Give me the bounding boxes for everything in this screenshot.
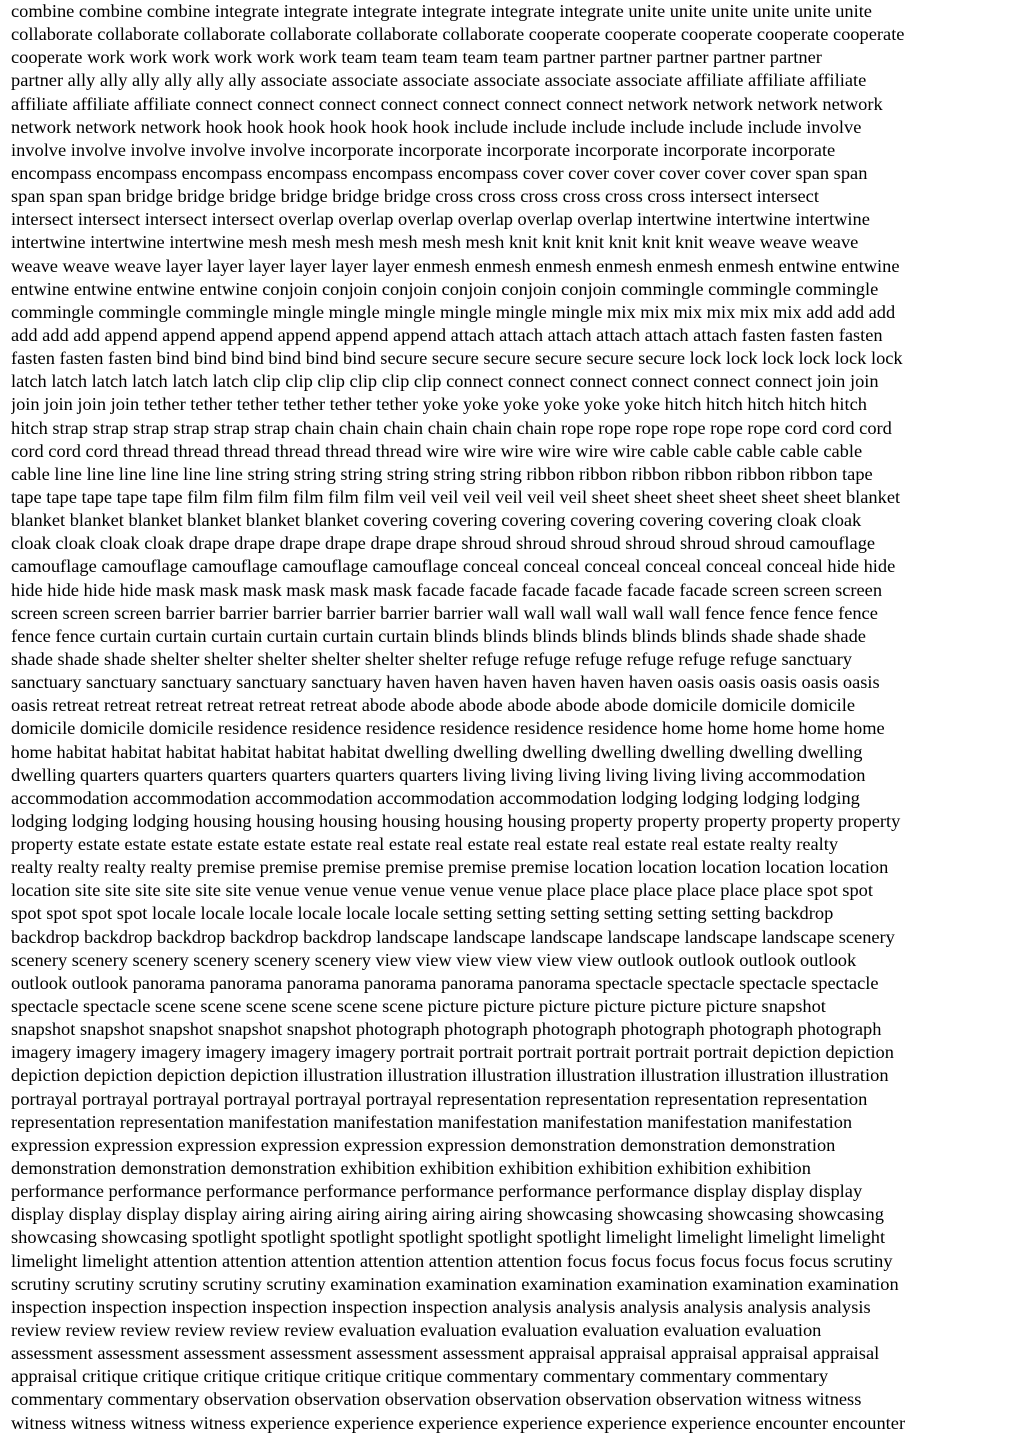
text-line: network network network hook hook hook hook hook hook include include include include include include involve — [11, 116, 862, 137]
text-line: showcasing showcasing spotlight spotlight spotlight spotlight spotlight spotlight limelight limelight limelight limelight — [11, 1227, 886, 1248]
text-line: join join join join tether tether tether tether tether tether yoke yoke yoke yoke yoke yoke hitch hitch hitch hitch hitch — [11, 394, 867, 415]
text-line: accommodation accommodation accommodation accommodation accommodation lodging lodging lodging lodging — [11, 787, 860, 808]
text-line: sanctuary sanctuary sanctuary sanctuary sanctuary haven haven haven haven haven haven oasis oasis oasis oasis oasis — [11, 672, 880, 693]
text-line: demonstration demonstration demonstration exhibition exhibition exhibition exhibition exhibition exhibition — [11, 1158, 811, 1179]
text-line: display display display display airing airing airing airing airing airing showcasing showcasing showcasing showcasing — [11, 1204, 884, 1225]
text-line: scrutiny scrutiny scrutiny scrutiny scrutiny examination examination examination examination examination examination — [11, 1273, 899, 1294]
text-line: weave weave weave layer layer layer layer layer layer enmesh enmesh enmesh enmesh enmesh enmesh entwine entwine — [11, 255, 900, 276]
text-line: expression expression expression expression expression expression demonstration demonstration demonstration — [11, 1134, 836, 1155]
text-line: intertwine intertwine intertwine mesh mesh mesh mesh mesh mesh knit knit knit knit knit knit weave weave weave — [11, 232, 859, 253]
text-line: intersect intersect intersect intersect overlap overlap overlap overlap overlap overlap intertwine intertwine intertwine — [11, 209, 870, 230]
text-line: involve involve involve involve involve incorporate incorporate incorporate incorporate incorporate incorporate — [11, 139, 836, 160]
text-line: span span span bridge bridge bridge bridge bridge bridge cross cross cross cross cross cross intersect intersect — [11, 186, 819, 207]
text-line: collaborate collaborate collaborate collaborate collaborate collaborate cooperate cooperate cooperate cooperate cooperate — [11, 24, 905, 45]
text-line: latch latch latch latch latch latch clip clip clip clip clip clip connect connect connect connect connect connect join join — [11, 371, 879, 392]
text-line: add add add append append append append append append attach attach attach attach attach attach fasten fasten fasten — [11, 324, 883, 345]
text-line: oasis retreat retreat retreat retreat retreat retreat abode abode abode abode abode abode domicile domicile domicile — [11, 695, 855, 716]
text-line: fence fence curtain curtain curtain curtain curtain curtain blinds blinds blinds blinds blinds blinds shade shade shade — [11, 625, 866, 646]
text-line: home habitat habitat habitat habitat habitat habitat dwelling dwelling dwelling dwelling dwelling dwelling dwelling — [11, 741, 863, 762]
text-line: lodging lodging lodging housing housing housing housing housing housing property property property property property — [11, 810, 901, 831]
text-line: cloak cloak cloak cloak drape drape drape drape drape drape shroud shroud shroud shroud shroud shroud camouflage — [11, 533, 876, 554]
text-line: tape tape tape tape tape film film film film film film veil veil veil veil veil veil sheet sheet sheet sheet sheet sheet blanket — [11, 486, 901, 507]
text-line: commingle commingle commingle mingle mingle mingle mingle mingle mingle mix mix mix mix mix mix add add add — [11, 301, 896, 322]
text-line: assessment assessment assessment assessment assessment assessment appraisal appraisal appraisal appraisal appraisal — [11, 1343, 880, 1364]
text-line: cooperate work work work work work work team team team team team partner partner partner partner partner — [11, 47, 822, 68]
text-line: camouflage camouflage camouflage camouflage camouflage conceal conceal conceal conceal conceal conceal hide hide — [11, 556, 896, 577]
text-line: cord cord cord thread thread thread thread thread thread wire wire wire wire wire wire cable cable cable cable cable — [11, 440, 863, 461]
text-line: limelight limelight attention attention attention attention attention attention focus focus focus focus focus focus scrutiny — [11, 1250, 893, 1271]
text-line: review review review review review review evaluation evaluation evaluation evaluation evaluation evaluation — [11, 1320, 822, 1341]
text-line: realty realty realty realty premise premise premise premise premise premise location location location location location — [11, 857, 889, 878]
text-line: fasten fasten fasten bind bind bind bind bind bind secure secure secure secure secure secure lock lock lock lock lock lock — [11, 348, 903, 369]
text-line: representation representation manifestation manifestation manifestation manifestation manifestation manifestation — [11, 1111, 853, 1132]
text-line: scenery scenery scenery scenery scenery scenery view view view view view view outlook outlook outlook outlook — [11, 949, 857, 970]
text-line: backdrop backdrop backdrop backdrop backdrop landscape landscape landscape landscape landscape landscape scenery — [11, 926, 895, 947]
text-line: imagery imagery imagery imagery imagery imagery portrait portrait portrait portrait portrait portrait depiction depiction — [11, 1042, 894, 1063]
text-line: dwelling quarters quarters quarters quarters quarters quarters living living living living living living accommodation — [11, 764, 866, 785]
text-line: inspection inspection inspection inspection inspection inspection analysis analysis analysis analysis analysis analysis — [11, 1296, 871, 1317]
text-line: shade shade shade shelter shelter shelter shelter shelter shelter refuge refuge refuge refuge refuge refuge sanctuary — [11, 648, 852, 669]
text-line: partner ally ally ally ally ally ally associate associate associate associate associate associate affiliate affiliate affiliate — [11, 70, 867, 91]
text-line: property estate estate estate estate estate estate real estate real estate real estate real estate real estate realty realty — [11, 834, 839, 855]
text-line: combine combine combine integrate integrate integrate integrate integrate integrate unite unite unite unite unite unite — [11, 1, 872, 21]
text-line: cable line line line line line line string string string string string string ribbon ribbon ribbon ribbon ribbon ribbon tape — [11, 463, 873, 484]
text-line: appraisal critique critique critique critique critique critique commentary commentary commentary commentary — [11, 1366, 829, 1387]
text-line: blanket blanket blanket blanket blanket blanket covering covering covering covering covering covering cloak cloak — [11, 510, 862, 531]
text-line: snapshot snapshot snapshot snapshot snapshot photograph photograph photograph photograph photograph photograph — [11, 1019, 882, 1040]
text-line: location site site site site site site venue venue venue venue venue venue place place place place place place spot spot — [11, 880, 873, 901]
text-line: spot spot spot spot locale locale locale locale locale locale setting setting setting setting setting setting backdrop — [11, 903, 834, 924]
text-line: hitch strap strap strap strap strap strap chain chain chain chain chain chain rope rope rope rope rope rope cord cord cord — [11, 417, 892, 438]
text-line: commentary commentary observation observation observation observation observation observation witness witness — [11, 1389, 862, 1410]
text-line: entwine entwine entwine entwine conjoin conjoin conjoin conjoin conjoin conjoin commingle commingle commingle — [11, 278, 879, 299]
text-line: outlook outlook panorama panorama panorama panorama panorama panorama spectacle spectacle spectacle spectacle — [11, 972, 879, 993]
text-line: domicile domicile domicile residence residence residence residence residence residence home home home home home — [11, 718, 885, 739]
text-line: hide hide hide hide mask mask mask mask mask mask facade facade facade facade facade facade screen screen screen — [11, 579, 883, 600]
text-line: spectacle spectacle scene scene scene scene scene scene picture picture picture picture picture picture snapshot — [11, 996, 826, 1017]
text-line: encompass encompass encompass encompass encompass encompass cover cover cover cover cover cover span span — [11, 162, 868, 183]
text-line: witness witness witness witness experience experience experience experience experience experience encounter encounter — [11, 1412, 906, 1433]
text-line: screen screen screen barrier barrier barrier barrier barrier barrier wall wall wall wall wall wall fence fence fence fence — [11, 602, 878, 623]
text-line: affiliate affiliate affiliate connect connect connect connect connect connect connect network network network network — [11, 93, 883, 114]
text-line: depiction depiction depiction depiction illustration illustration illustration illustration illustration illustration illustration — [11, 1065, 889, 1086]
text-line: performance performance performance performance performance performance performance display display display — [11, 1181, 863, 1202]
text-line: portrayal portrayal portrayal portrayal portrayal portrayal representation representation representation representation — [11, 1088, 868, 1109]
